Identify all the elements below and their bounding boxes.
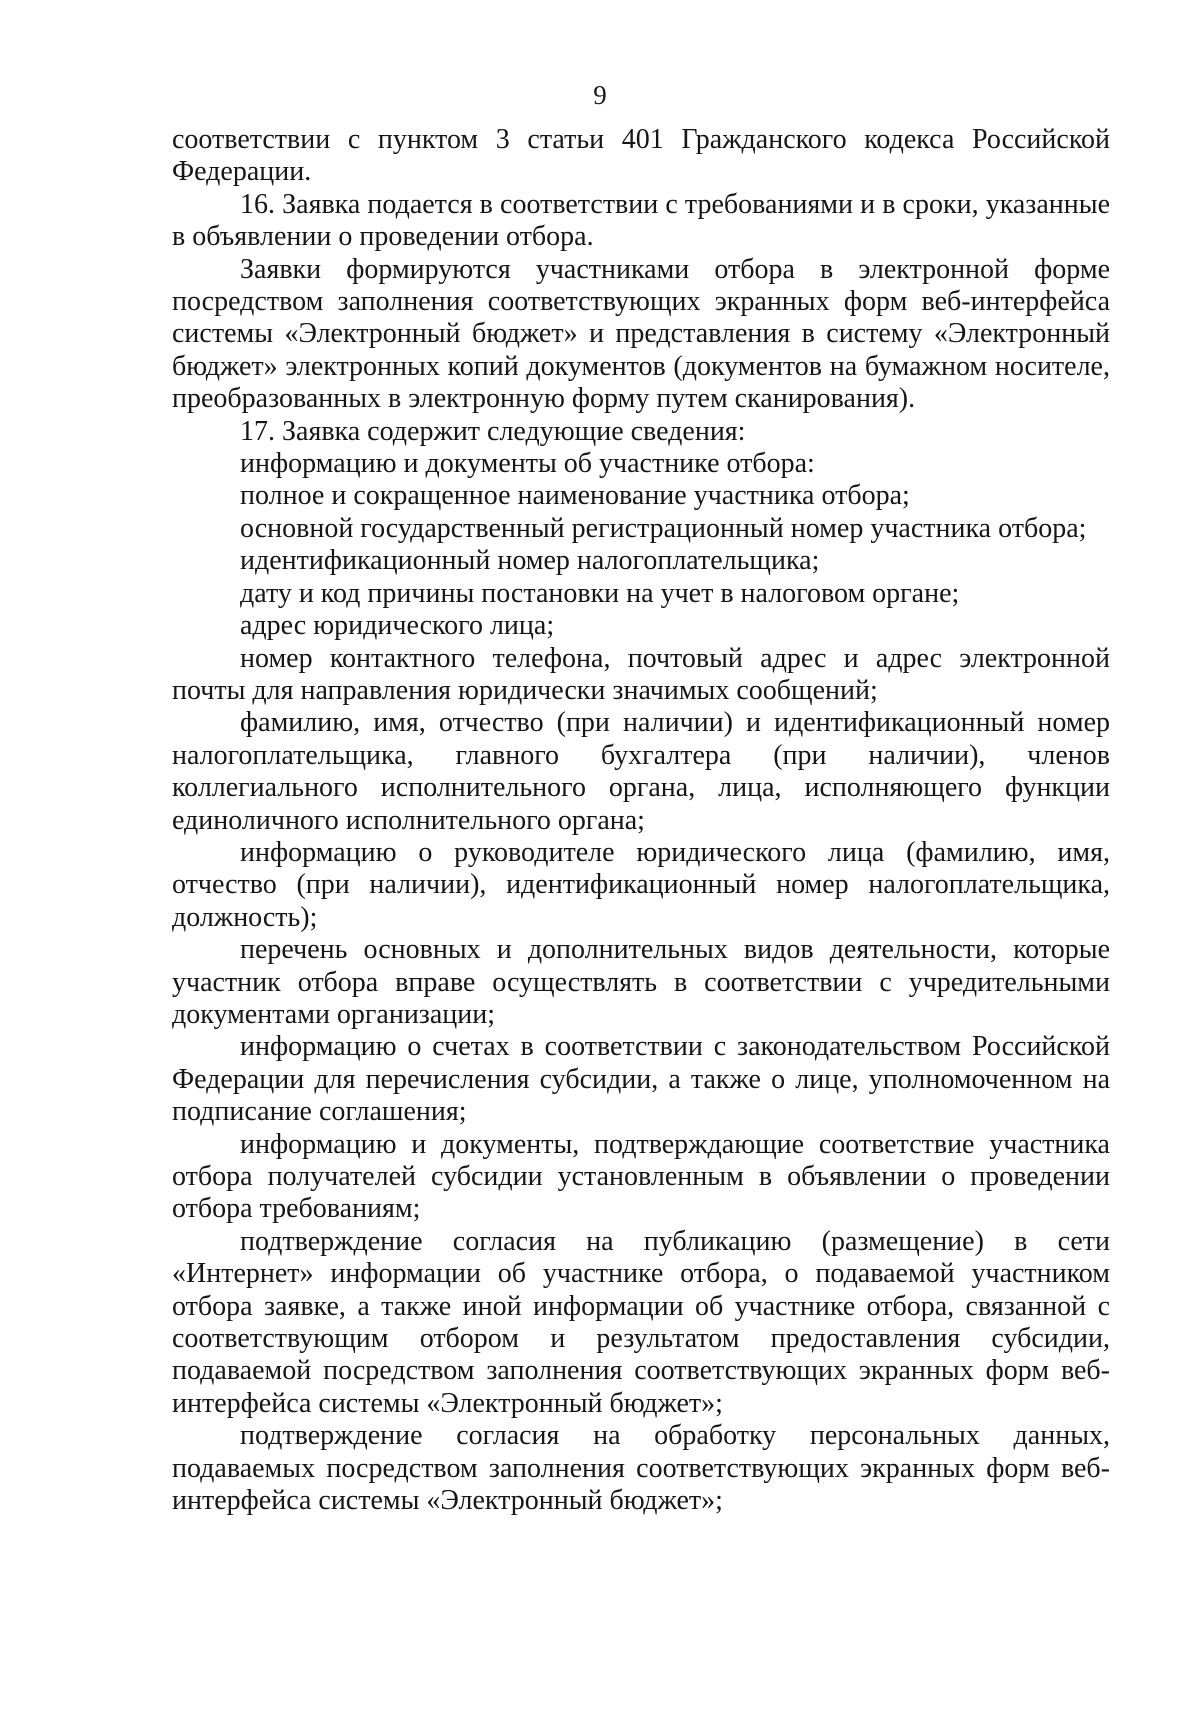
paragraph-director: информацию о руководителе юридического лица (фамилию, имя, отчество (при наличии), идентификационный номер налогоплательщика, должность); xyxy=(172,836,1110,933)
page-number: 9 xyxy=(593,80,607,110)
paragraph-registration-date: дату и код причины постановки на учет в налоговом органе; xyxy=(240,577,960,609)
paragraph-personal-data-consent: подтверждение согласия на обработку персональных данных, подаваемых посредством заполнения соответствующих экранных форм веб-интерфейса системы «Электронный бюджет»; xyxy=(172,1420,1110,1517)
paragraph-ogrn: основной государственный регистрационный номер участника отбора; xyxy=(240,512,1087,544)
paragraph-clause-16: 16. Заявка подается в соответствии с требованиями и в сроки, указанные в объявлении о проведении отбора. xyxy=(172,188,1110,253)
paragraph-contacts: номер контактного телефона, почтовый адрес и адрес электронной почты для направления юридически значимых сообщений; xyxy=(172,642,1110,706)
document-body xyxy=(172,124,1110,1517)
paragraph-publication-consent: подтверждение согласия на публикацию (размещение) в сети «Интернет» информации об участнике отбора, о подаваемой участником отбора заявке, а также иной информации об участнике отбора, связанной с соответствующим отбором и результатом предоставления субсидии, подаваемой посредством заполнения соответствующих экранных форм веб-интерфейса системы «Электронный бюджет»; xyxy=(172,1225,1110,1419)
paragraph-continuation: соответствии с пунктом 3 статьи 401 Гражданского кодекса Российской Федерации. xyxy=(172,124,1110,188)
paragraph-officers: фамилию, имя, отчество (при наличии) и идентификационный номер налогоплательщика, главного бухгалтера (при наличии), членов коллегиального исполнительного органа, лица, исполняющего функции единоличного исполнительного органа; xyxy=(172,707,1110,836)
paragraph-participant-name: полное и сокращенное наименование участника отбора; xyxy=(240,480,910,512)
paragraph-inn: идентификационный номер налогоплательщика; xyxy=(240,545,820,577)
paragraph-activities: перечень основных и дополнительных видов деятельности, которые участник отбора вправе осуществлять в соответствии с учредительными документами организации; xyxy=(172,934,1110,1030)
paragraph-compliance-docs: информацию и документы, подтверждающие соответствие участника отбора получателей субсидии установленным в объявлении о проведении отбора требованиям; xyxy=(172,1128,1110,1225)
paragraph-legal-address: адрес юридического лица; xyxy=(240,610,555,642)
paragraph-clause-17: 17. Заявка содержит следующие сведения: xyxy=(240,415,746,447)
paragraph-participant-info: информацию и документы об участнике отбора: xyxy=(240,448,815,480)
paragraph-accounts: информацию о счетах в соответствии с законодательством Российской Федерации для перечисления субсидии, а также о лице, уполномоченном на подписание соглашения; xyxy=(172,1031,1110,1128)
paragraph-electronic-form: Заявки формируются участниками отбора в электронной форме посредством заполнения соответствующих экранных форм веб-интерфейса системы «Электронный бюджет» и представления в систему «Электронный бюджет» электронных копий документов (документов на бумажном носителе, преобразованных в электронную форму путем сканирования). xyxy=(172,253,1110,415)
